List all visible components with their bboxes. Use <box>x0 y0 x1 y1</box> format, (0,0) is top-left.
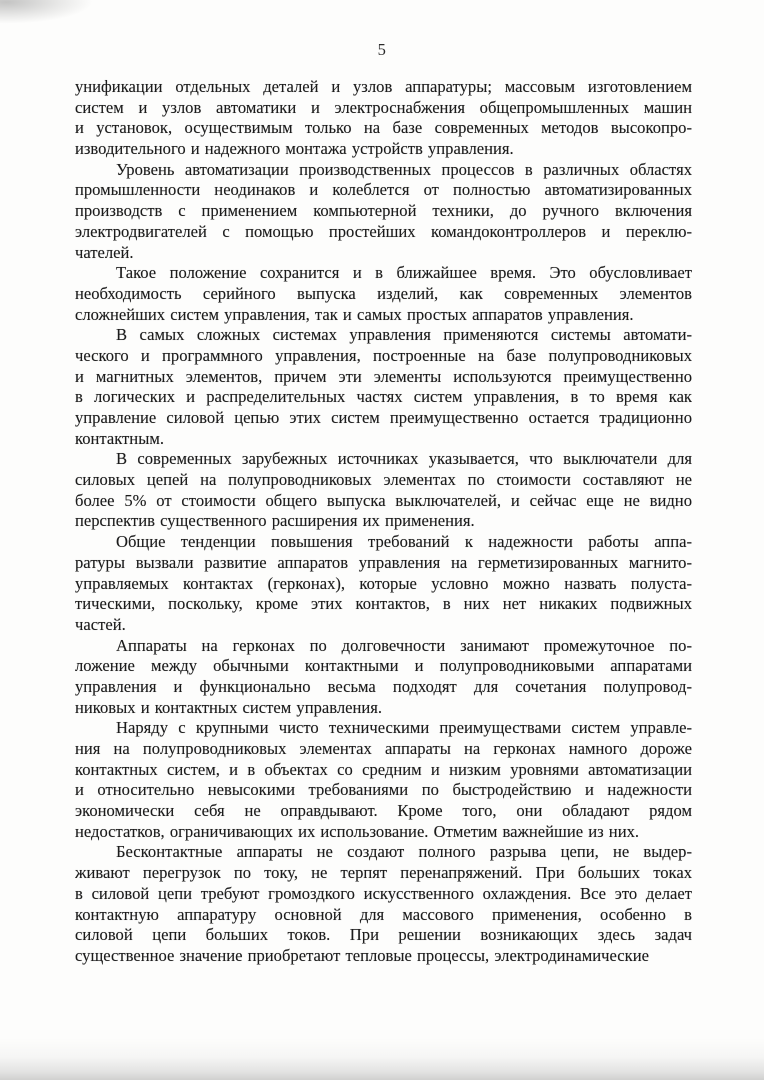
text-line: контактных систем, и в объектах со средним и низким уровнями автоматизации <box>75 759 692 779</box>
page-body <box>75 77 692 967</box>
text-line: чателей. <box>75 242 134 262</box>
text-line: промышленности неодинаков и колеблется от полностью автоматизированных <box>75 180 692 200</box>
text-line: контактную аппаратуру основной для массового применения, особенно в <box>75 904 692 924</box>
text-line: ческого и программного управления, построенные на базе полупроводниковых <box>75 345 692 365</box>
paragraph <box>75 636 692 719</box>
text-line: контактным. <box>75 428 164 448</box>
text-line: существенное значение приобретают тепловые процессы, электродинамические <box>75 945 649 965</box>
paragraph <box>75 160 692 263</box>
text-line: перспектив существенного расширения их применения. <box>75 511 475 531</box>
text-line: изводительного и надежного монтажа устройств управления. <box>75 139 514 159</box>
paragraph <box>75 842 692 966</box>
text-line: в логических и распределительных частях систем управления, в то время как <box>75 387 692 407</box>
text-line: тическими, поскольку, кроме этих контактов, в них нет никаких подвижных <box>75 594 692 614</box>
text-line: силовых цепей на полупроводниковых элементах по стоимости составляют не <box>75 470 692 490</box>
text-line: никовых и контактных систем управления. <box>75 697 383 717</box>
scan-artifact-top-left <box>0 0 130 34</box>
text-line: Общие тенденции повышения требований к надежности работы аппа- <box>116 532 692 552</box>
text-line: Наряду с крупными чисто техническими преимуществами систем управле- <box>116 718 692 738</box>
text-line: электродвигателей с помощью простейших командоконтроллеров и переклю- <box>75 221 692 241</box>
text-line: В современных зарубежных источниках указывается, что выключатели для <box>116 449 692 469</box>
text-line: систем и узлов автоматики и электроснабжения общепромышленных машин <box>75 97 692 117</box>
paragraph <box>75 532 692 635</box>
text-line: ния на полупроводниковых элементах аппараты на герконах намного дороже <box>75 739 692 758</box>
text-line: Уровень автоматизации производственных процессов в различных областях <box>116 159 692 179</box>
text-line: Такое положение сохранится и в ближайшее время. Это обусловливает <box>116 263 692 283</box>
text-line: живают перегрузок по току, не терпят перенапряжений. При больших токах <box>75 863 692 883</box>
text-line: Аппараты на герконах по долговечности занимают промежуточное по- <box>116 635 692 655</box>
text-line: сложнейших систем управления, так и самых простых аппаратов управления. <box>75 304 634 324</box>
text-line: необходимость серийного выпуска изделий, как современных элементов <box>75 283 692 303</box>
text-line: Бесконтактные аппараты не создают полного разрыва цепи, не выдер- <box>116 842 692 862</box>
text-line: унификации отдельных деталей и узлов аппаратуры; массовым изготовлением <box>75 77 692 96</box>
paragraph <box>75 449 692 532</box>
text-line: управления и функционально весьма подходят для сочетания полупровод- <box>75 676 692 696</box>
text-line: управляемых контактах (герконах), которые условно можно назвать полуста- <box>75 573 692 593</box>
text-line: производств с применением компьютерной техники, до ручного включения <box>75 201 692 221</box>
text-line: силовой цепи больших токов. При решении возникающих здесь задач <box>75 925 692 945</box>
text-line: экономически себя не оправдывают. Кроме того, они обладают рядом <box>75 801 692 821</box>
scan-shadow-bottom-edge <box>0 1038 764 1080</box>
text-line: ложение между обычными контактными и полупроводниковыми аппаратами <box>75 656 692 676</box>
text-line: частей. <box>75 614 126 634</box>
paragraph <box>75 77 692 160</box>
text-line: и относительно невысокими требованиями по быстродействию и надежности <box>75 780 692 800</box>
text-line: недостатков, ограничивающих их использование. Отметим важнейшие из них. <box>75 821 640 841</box>
text-line: В самых сложных системах управления применяются системы автомати- <box>116 325 692 345</box>
text-line: более 5% от стоимости общего выпуска выключателей, и сейчас еще не видно <box>75 490 692 510</box>
text-line: управление силовой цепью этих систем преимущественно остается традиционно <box>75 408 692 427</box>
text-line: и установок, осуществимым только на базе современных методов высокопро- <box>75 118 692 138</box>
paragraph <box>75 263 692 325</box>
text-line: ратуры вызвали развитие аппаратов управления на герметизированных магнито- <box>75 552 692 572</box>
paragraph <box>75 325 692 449</box>
text-line: и магнитных элементов, причем эти элементы используются преимущественно <box>75 366 692 386</box>
paragraph <box>75 718 692 842</box>
text-line: в силовой цепи требуют громоздкого искусственного охлаждения. Все это делает <box>75 883 692 903</box>
page-number: 5 <box>377 40 387 59</box>
